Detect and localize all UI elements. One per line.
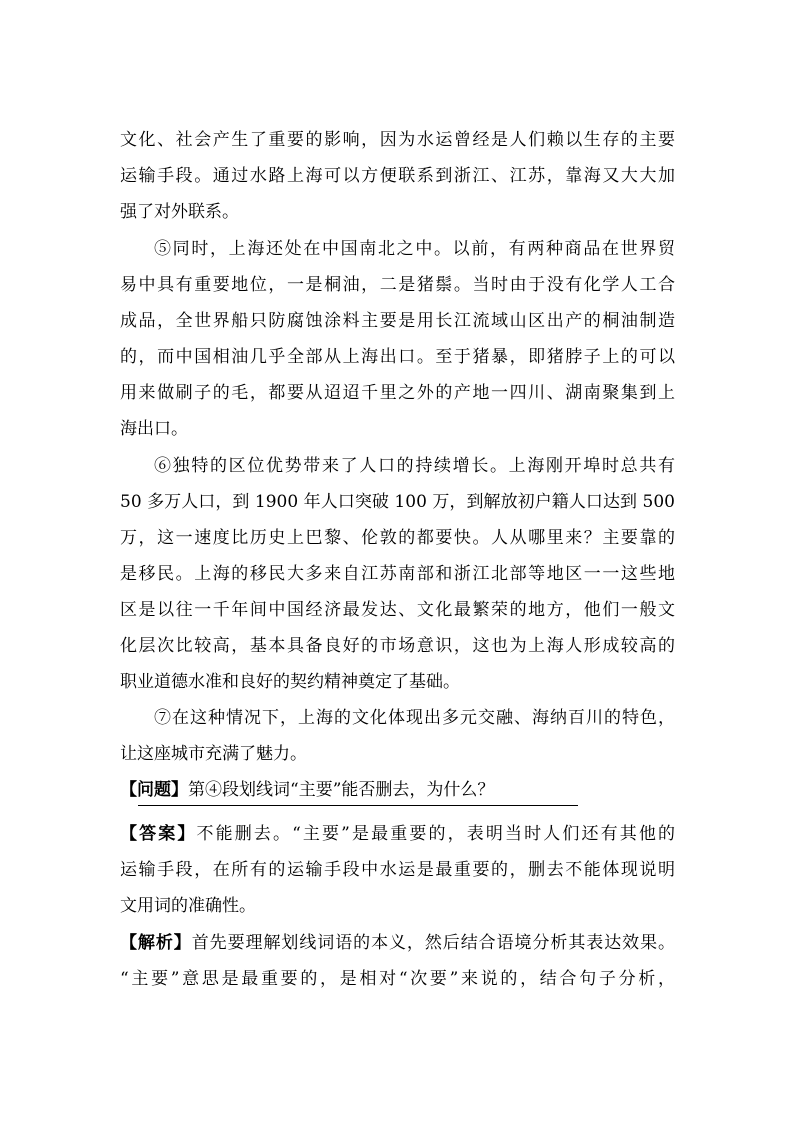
p6-line-2: 50 多万人口，到 1900 年人口突破 100 万，到解放初户籍人口达到 500: [120, 492, 675, 512]
p7-line-1: ⑦在这种情况下，上海的文化体现出多元交融、海纳百川的特色，: [154, 708, 675, 728]
p5-line-3: 成品，全世界船只防腐蚀涂料主要是用长江流域山区出产的桐油制造: [120, 311, 675, 331]
p5-line-2: 易中具有重要地位，一是桐油，二是猪鬃。当时由于没有化学人工合: [120, 275, 675, 295]
question: [120, 778, 675, 802]
analysis-text-1: 首先要理解划线词语的本义，然后结合语境分析其表达效果。: [191, 933, 675, 953]
p6-line-1: ⑥独特的区位优势带来了人口的持续增长。上海刚开埠时总共有: [154, 456, 675, 476]
answer-line-2: 运输手段，在所有的运输手段中水运是最重要的，删去不能体现说明: [120, 860, 675, 880]
p6-line-5: 区是以往一千年间中国经济最发达、文化最繁荣的地方，他们一般文: [120, 600, 675, 620]
analysis-line-2: “主要”意思是最重要的，是相对“次要”来说的，结合句子分析，: [120, 969, 675, 989]
answer-blank-line: [138, 805, 578, 806]
answer-line-3: 文用词的准确性。: [120, 896, 256, 916]
analysis-line-1: [120, 931, 675, 955]
question-tag: 【问题】: [120, 780, 188, 800]
p5-line-4: 的，而中国相油几乎全部从上海出口。至于猪暴，即猪脖子上的可以: [120, 347, 675, 367]
p4-line-3: 强了对外联系。: [120, 202, 239, 222]
p6-line-3: 万，这一速度比历史上巴黎、伦敦的都要快。人从哪里来？主要靠的: [120, 528, 675, 548]
p4-line-2: 运输手段。通过水路上海可以方便联系到浙江、江苏，靠海又大大加: [120, 166, 675, 186]
p6-line-7: 职业道德水准和良好的契约精神奠定了基础。: [120, 672, 460, 692]
p6-line-4: 是移民。上海的移民大多来自江苏南部和浙江北部等地区一一这些地: [120, 564, 675, 584]
analysis-tag: 【解析】: [120, 933, 192, 953]
question-text: 第④段划线词“主要”能否删去，为什么？: [188, 780, 495, 800]
answer-text-1: 不能删去。“主要”是最重要的，表明当时人们还有其他的: [196, 824, 675, 844]
p4-line-1: 文化、社会产生了重要的影响，因为水运曾经是人们赖以生存的主要: [120, 130, 675, 150]
p5-line-6: 海出口。: [120, 419, 188, 439]
answer-tag: 【答案】: [120, 824, 197, 844]
p5-line-5: 用来做刷子的毛，都要从迢迢千里之外的产地一四川、湖南聚集到上: [120, 383, 675, 403]
p7-line-2: 让这座城市充满了魅力。: [120, 744, 307, 764]
p6-line-6: 化层次比较高，基本具备良好的市场意识，这也为上海人形成较高的: [120, 636, 675, 656]
answer-line-1: [120, 822, 675, 846]
p5-line-1: ⑤同时，上海还处在中国南北之中。以前，有两种商品在世界贸: [154, 239, 675, 259]
